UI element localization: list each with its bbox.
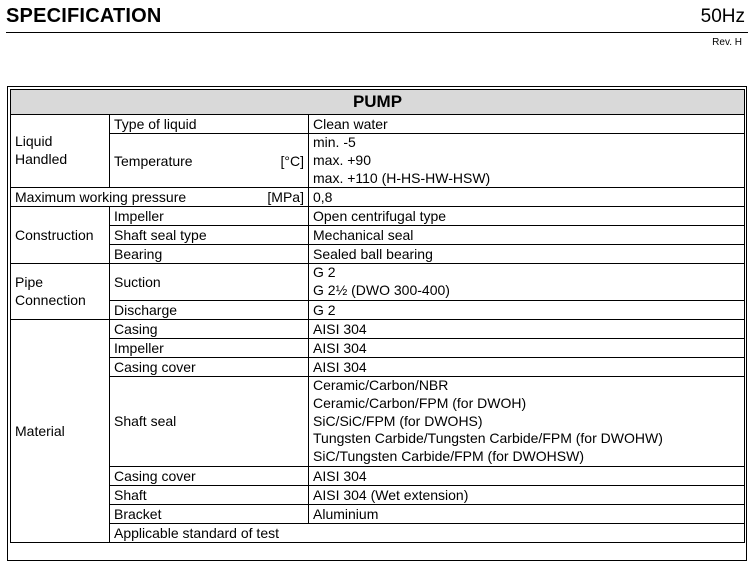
- pressure-unit: [MPa]: [267, 189, 304, 206]
- table-header-row: [11, 90, 745, 115]
- casing-cover-value: AISI 304: [309, 357, 745, 376]
- bracket-value: Aluminium: [309, 504, 745, 523]
- suction-value-line: G 2½ (DWO 300-400): [313, 282, 450, 299]
- impeller-material-label: Impeller: [110, 338, 309, 357]
- construction-row-label: Bearing: [110, 245, 309, 264]
- construction-row-value: Open centrifugal type: [309, 207, 745, 226]
- table-row: [11, 226, 745, 245]
- casing-cover-2-label: Casing cover: [110, 466, 309, 485]
- table-row: [11, 319, 745, 338]
- table-row: [11, 504, 745, 523]
- table-row: [11, 264, 745, 301]
- shaft-seal-value-line: Ceramic/Carbon/NBR: [313, 376, 449, 393]
- construction-row-label: Shaft seal type: [110, 226, 309, 245]
- temperature-value-line: max. +110 (H-HS-HW-HSW): [313, 169, 491, 186]
- temperature-label-cell: [110, 134, 309, 188]
- shaft-seal-value-line: SiC/SiC/FPM (for DWOHS): [313, 412, 483, 429]
- table-row: [11, 338, 745, 357]
- casing-value: AISI 304: [309, 319, 745, 338]
- suction-label: Suction: [110, 264, 309, 301]
- liquid-handled-group: [11, 115, 110, 188]
- construction-row-value: Sealed ball bearing: [309, 245, 745, 264]
- table-row: [11, 357, 745, 376]
- group-label-line: Handled: [15, 151, 68, 168]
- temperature-unit: [°C]: [280, 152, 304, 169]
- construction-row-label: Impeller: [110, 207, 309, 226]
- standard-label: Applicable standard of test: [110, 523, 745, 542]
- specification-table: [10, 89, 745, 543]
- group-label-line: Connection: [15, 291, 86, 308]
- bracket-label: Bracket: [110, 504, 309, 523]
- shaft-seal-value-line: SiC/Tungsten Carbide/FPM (for DWOHSW): [313, 448, 584, 465]
- temperature-value-line: max. +90: [313, 151, 371, 168]
- shaft-label: Shaft: [110, 485, 309, 504]
- table-row: [11, 245, 745, 264]
- casing-cover-label: Casing cover: [110, 357, 309, 376]
- document-title: SPECIFICATION: [6, 5, 162, 27]
- temperature-label: Temperature: [114, 152, 193, 169]
- frequency-label: 50Hz: [700, 6, 745, 27]
- construction-row-value: Mechanical seal: [309, 226, 745, 245]
- shaft-seal-label: Shaft seal: [110, 376, 309, 466]
- temperature-value-line: min. -5: [313, 134, 356, 150]
- shaft-value: AISI 304 (Wet extension): [309, 485, 745, 504]
- suction-value-line: G 2: [313, 264, 336, 281]
- table-row: [11, 115, 745, 134]
- table-row: [11, 300, 745, 319]
- table-row: [11, 376, 745, 466]
- table-title: PUMP: [11, 90, 745, 115]
- pressure-label-cell: [11, 188, 309, 207]
- impeller-material-value: AISI 304: [309, 338, 745, 357]
- casing-cover-2-value: AISI 304: [309, 466, 745, 485]
- table-row: [11, 485, 745, 504]
- pressure-label: Maximum working pressure: [15, 189, 187, 206]
- table-row: [11, 523, 745, 542]
- table-row: [11, 188, 745, 207]
- revision-label: Rev. H: [712, 37, 742, 48]
- discharge-label: Discharge: [110, 300, 309, 319]
- group-label-line: Liquid: [15, 133, 53, 150]
- suction-values: [309, 264, 745, 301]
- type-of-liquid-label: Type of liquid: [110, 115, 309, 134]
- type-of-liquid-value: Clean water: [309, 115, 745, 134]
- casing-label: Casing: [110, 319, 309, 338]
- shaft-seal-values: [309, 376, 745, 466]
- group-label-line: Pipe: [15, 273, 44, 290]
- construction-group: Construction: [11, 207, 110, 264]
- table-row: [11, 466, 745, 485]
- header-divider: [6, 32, 748, 33]
- discharge-value: G 2: [309, 300, 745, 319]
- material-group: Material: [11, 319, 110, 542]
- pipe-connection-group: [11, 264, 110, 320]
- table-row: [11, 134, 745, 188]
- shaft-seal-value-line: Tungsten Carbide/Tungsten Carbide/FPM (for DWOHW): [313, 430, 663, 447]
- temperature-values: [309, 134, 745, 188]
- pressure-value: 0,8: [309, 188, 745, 207]
- table-row: [11, 207, 745, 226]
- shaft-seal-value-line: Ceramic/Carbon/FPM (for DWOH): [313, 394, 527, 411]
